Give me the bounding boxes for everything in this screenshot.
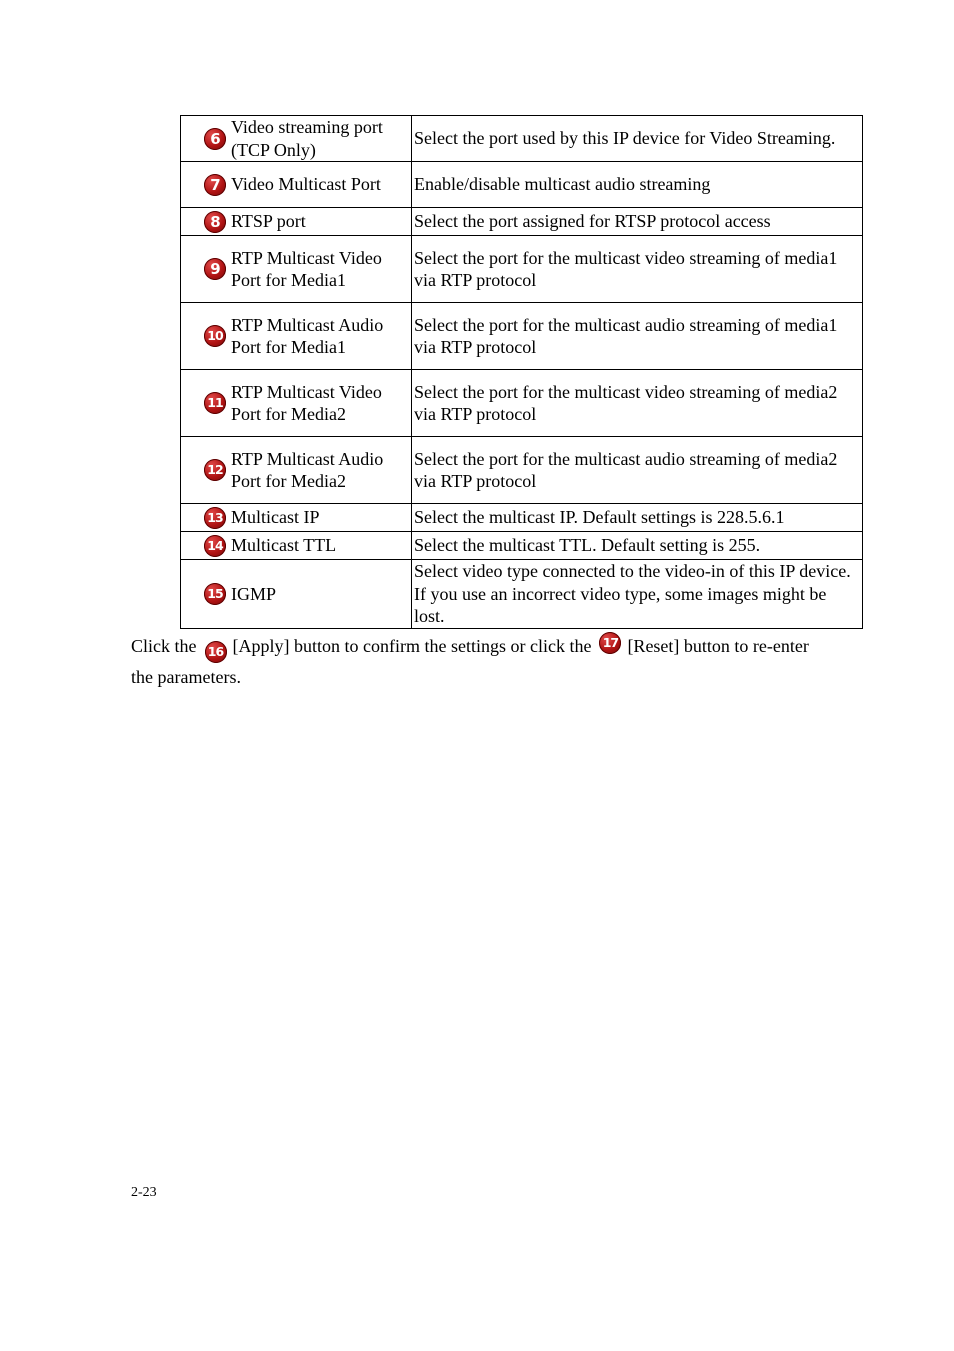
setting-name-cell: [181, 560, 412, 629]
table-row: [181, 116, 863, 162]
setting-name: Video Multicast Port: [231, 174, 381, 195]
setting-name: Video streaming port (TCP Only): [231, 117, 383, 160]
number-6-icon: 6: [204, 128, 226, 150]
setting-name: IGMP: [231, 583, 277, 604]
number-14-icon: 14: [204, 535, 226, 557]
setting-description: Select the port for the multicast audio streaming of media2 via RTP protocol: [412, 437, 863, 504]
note-suffix: [Reset] button to re-enter the parameters.: [131, 636, 809, 687]
setting-name-cell: [181, 303, 412, 370]
setting-description: Select the port assigned for RTSP protocol access: [412, 208, 863, 236]
number-17-icon: 17: [599, 632, 621, 654]
setting-description: Enable/disable multicast audio streaming: [412, 162, 863, 208]
setting-description: Select the port for the multicast video streaming of media2 via RTP protocol: [412, 370, 863, 437]
table-row: [181, 303, 863, 370]
setting-description: Select the multicast TTL. Default setting is 255.: [412, 532, 863, 560]
setting-description: Select the multicast IP. Default settings is 228.5.6.1: [412, 504, 863, 532]
setting-name: RTP Multicast Video Port for Media1: [231, 247, 382, 290]
table-row: [181, 162, 863, 208]
setting-description: Select the port for the multicast video streaming of media1 via RTP protocol: [412, 236, 863, 303]
setting-name-cell: [181, 116, 412, 162]
setting-name-cell: [181, 208, 412, 236]
setting-name: RTP Multicast Audio Port for Media1: [231, 314, 384, 357]
setting-name: Multicast IP: [231, 507, 320, 528]
setting-name: RTP Multicast Video Port for Media2: [231, 381, 382, 424]
setting-description: Select the port for the multicast audio streaming of media1 via RTP protocol: [412, 303, 863, 370]
note-prefix: Click the: [131, 636, 197, 656]
table-row: [181, 236, 863, 303]
table-row: [181, 208, 863, 236]
number-10-icon: 10: [204, 325, 226, 347]
page-number: 2-23: [131, 1185, 157, 1200]
setting-name: Multicast TTL: [231, 535, 337, 556]
table-row: [181, 560, 863, 629]
setting-name: RTSP port: [231, 211, 306, 232]
setting-name-cell: [181, 370, 412, 437]
number-9-icon: 9: [204, 258, 226, 280]
number-15-icon: 15: [204, 583, 226, 605]
table-row: [181, 504, 863, 532]
instruction-paragraph: [131, 632, 831, 692]
number-8-icon: 8: [204, 211, 226, 233]
setting-description: Select video type connected to the video-in of this IP device. If you use an incorrect video type, some images might be lost.: [412, 560, 863, 629]
setting-name-cell: [181, 236, 412, 303]
setting-description: Select the port used by this IP device for Video Streaming.: [412, 116, 863, 162]
number-13-icon: 13: [204, 507, 226, 529]
number-11-icon: 11: [204, 392, 226, 414]
setting-name-cell: [181, 532, 412, 560]
table-row: [181, 437, 863, 504]
settings-table: [180, 115, 863, 629]
table-row: [181, 370, 863, 437]
setting-name: RTP Multicast Audio Port for Media2: [231, 448, 384, 491]
number-12-icon: 12: [204, 459, 226, 481]
number-7-icon: 7: [204, 174, 226, 196]
table-row: [181, 532, 863, 560]
setting-name-cell: [181, 437, 412, 504]
setting-name-cell: [181, 162, 412, 208]
note-middle: [Apply] button to confirm the settings or click the: [232, 636, 592, 656]
setting-name-cell: [181, 504, 412, 532]
number-16-icon: 16: [205, 641, 227, 663]
